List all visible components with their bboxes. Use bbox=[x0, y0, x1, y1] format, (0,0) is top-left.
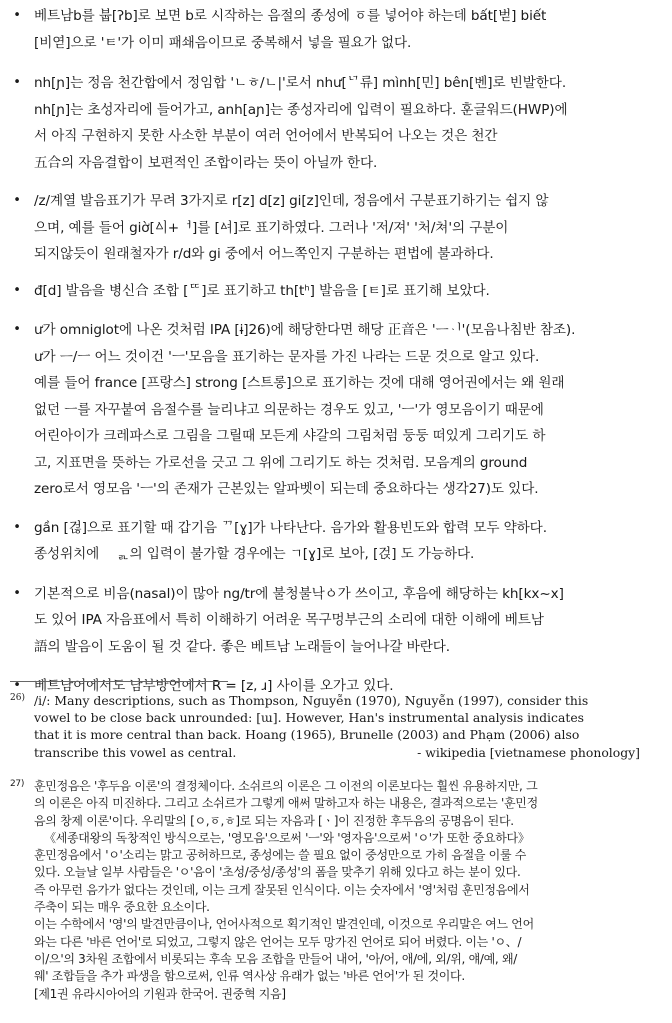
footnote-line: vowel to be close back unrounded: [ɯ]. However, Han's instrumental analysis indicates bbox=[34, 710, 585, 726]
bullet-item bbox=[10, 3, 666, 56]
bullet-dot-icon: • bbox=[13, 585, 21, 601]
bullet-dot-icon: • bbox=[13, 519, 21, 535]
footnote-source: - wikipedia [vietnamese phonology] bbox=[417, 744, 640, 760]
footnote-line: 주축이 되는 매우 중요한 요소이다. bbox=[34, 900, 210, 915]
bullet-dot-icon: • bbox=[13, 678, 21, 693]
bullet-item bbox=[10, 317, 666, 503]
bullet-dot-icon: • bbox=[13, 322, 21, 337]
footnote-line: 음의 창제 이론'이다. 우리말의 [ㅇ,ㆆ,ㅎ]로 되는 자음과 [ㆍ]이 진정한 후두음의 공명음이 된다. bbox=[34, 813, 514, 828]
bullet-line: 없던 ㅡ를 자꾸붙여 음절수를 늘리냐고 의문하는 경우도 있고, 'ㅡ'가 영모음이기 때문에 bbox=[34, 401, 544, 418]
footnote-line: 훈민정음에서 'ㅇ'소리는 맑고 공허하므로, 종성에는 쓸 필요 없이 중성만으로 가히 음절을 이룰 수 bbox=[34, 848, 527, 863]
footnote-body bbox=[34, 778, 666, 1003]
bullet-line: nh[ɲ]는 정음 천간합에서 정임합 'ㄴㅎ/ㄴ|'로서 như[ᄓ류] mình[민] bên[벤]로 빈발한다. bbox=[34, 75, 567, 91]
bullet-line: 기본적으로 비음(nasal)이 많아 ng/tr에 불청불낙ㆁ가 쓰이고, 후음에 해당하는 kh[kx~x] bbox=[34, 585, 564, 602]
bullet-dot-icon: • bbox=[13, 282, 21, 298]
bullet-line: 종성위치에 ᅟᇍ의 입력이 불가할 경우에는 ㄱ[ɣ]로 보아, [걵] 도 가능하다. bbox=[34, 546, 475, 562]
bullet-item bbox=[10, 515, 666, 568]
footnote-number: 26) bbox=[10, 693, 25, 703]
footnote-26 bbox=[10, 692, 666, 761]
footnote-line: 이는 수학에서 '영'의 발견만큼이나, 언어사적으로 획기적인 발견인데, 이것으로 우리말은 여느 언어 bbox=[34, 917, 534, 932]
footnote-body bbox=[34, 692, 666, 761]
bullet-line: zero로서 영모음 'ㅡ'의 존재가 근본있는 알파벳이 되는데 중요하다는 생각27)도 있다. bbox=[34, 481, 539, 497]
bullet-line: 五合의 자음결합이 보편적인 조합이라는 뜻이 아닐까 한다. bbox=[34, 154, 378, 171]
bullet-item bbox=[10, 581, 666, 661]
bullet-dot-icon: • bbox=[13, 193, 21, 208]
bullet-line: 서 아직 구현하지 못한 사소한 부분이 여러 언어에서 반복되어 나오는 것은 천간 bbox=[34, 128, 498, 144]
footnote-line: /i/: Many descriptions, such as Thompson, Nguyễn (1970), Nguyễn (1997), consider this bbox=[34, 693, 589, 708]
bullet-line: [비엳]으로 'ㅌ'가 이미 패쇄음이므로 중복해서 넣을 필요가 없다. bbox=[34, 34, 412, 51]
footnote-line: 의 이론은 아직 미진하다. 그리고 소쉬르가 그렇게 애써 말하고자 하는 내용은, 결과적으로는 '훈민정 bbox=[34, 796, 538, 811]
footnote-line: 있다. 오늘날 일부 사람들은 'ㅇ'음이 '초성/중성/종성'의 폼을 맞추기 위해 있다고 하는 분이 있다. bbox=[34, 865, 521, 880]
footnote-line: 훈민정음은 '후두음 이론'의 결정체이다. 소쉬르의 이론은 그 이전의 이론보다는 훨씬 유용하지만, 그 bbox=[34, 779, 538, 793]
bullet-dot-icon: • bbox=[13, 75, 21, 90]
bullet-line: 語의 발음이 도움이 될 것 같다. 좋은 베트남 노래들이 늘어나갈 바란다. bbox=[34, 638, 450, 655]
bullet-item bbox=[10, 188, 666, 268]
bullet-line: ư가 omniglot에 나온 것처럼 IPA [ɨ]26)에 해당한다면 해당 正音은 'ᅳᆡ'(모음나침반 참조). bbox=[34, 322, 576, 338]
footnote-line: 웨' 조합들을 추가 파생을 함으로써, 인류 역사상 유래가 없는 '바른 언어'가 된 것이다. bbox=[34, 969, 465, 984]
bullet-line: 베트남어에서도 남부방언에서 R = [z, ɹ] 사이를 오가고 있다. bbox=[34, 678, 394, 694]
footnote-line: transcribe this vowel as central. bbox=[34, 744, 237, 760]
bullet-line: 예를 들어 france [프랑스] strong [스트롱]으로 표기하는 것에 대해 영어권에서는 왜 원래 bbox=[34, 375, 565, 391]
bullet-line: 베트남b를 붑[ʔb]로 보면 b로 시작하는 음절의 종성에 ㆆ를 넣어야 하는데 bất[벋] biết bbox=[34, 8, 547, 24]
footnote-line: that it is more central than back. Hoang (1965), Brunelle (2003) and Phạm (2006) also bbox=[34, 727, 580, 743]
bullet-line: ư가 ᅳ/ㅡ 어느 것이건 'ㅡ'모음을 표기하는 문자를 가진 나라는 드문 것으로 알고 있다. bbox=[34, 348, 540, 365]
bullet-line: nh[ɲ]는 초성자리에 들어가고, anh[aɲ]는 종성자리에 입력이 필요하다. 훈글워드(HWP)에 bbox=[34, 101, 568, 118]
bullet-line: /z/계열 발음표기가 무려 3가지로 r[z] d[z] gi[z]인데, 정음에서 구분표기하기는 쉽지 않 bbox=[34, 193, 549, 209]
footnote-divider bbox=[10, 681, 228, 682]
bullet-list bbox=[10, 3, 666, 700]
footnote-line: 와는 다른 '바른 언어'로 되었고, 그렇지 않은 언어는 모두 망가진 언어로 되어 버렸다. 이는 'ㅇ、/ bbox=[34, 934, 522, 949]
bullet-item bbox=[10, 70, 666, 176]
bullet-line: gần [걶]으로 표기할 때 갑기음 ᄁ[ɣ]가 나타난다. 음가와 활용빈도와 합력 모두 약하다. bbox=[34, 519, 547, 536]
bullet-line: 어린아이가 크레파스로 그림을 그릴때 모든게 샤갈의 그림처럼 둥둥 떠있게 그리기도 하 bbox=[34, 428, 546, 444]
bullet-line: đ[d] 발음을 병신合 조합 [ᄄ]로 표기하고 th[tʰ] 발음을 [ㅌ]로 표기해 보았다. bbox=[34, 282, 490, 299]
footnote-27 bbox=[10, 778, 666, 1003]
footnote-line: 즉 아무런 음가가 없다는 것인데, 이는 크게 잘못된 인식이다. 이는 숫자에서 '영'처럼 훈민정음에서 bbox=[34, 882, 530, 897]
bullet-line: 되지않듯이 원래철자가 r/d와 gi 중에서 어느쪽인지 구분하는 편법에 불과하다. bbox=[34, 246, 494, 262]
footnote-line: 이/으'의 3차원 조합에서 비롯되는 후속 모음 조합을 만들어 내어, '아/어, 애/에, 외/위, 얘/예, 왜/ bbox=[34, 951, 517, 966]
bullet-dot-icon: • bbox=[13, 8, 21, 23]
bullet-line: 도 있어 IPA 자음표에서 특히 이해하기 어려운 목구멍부근의 소리에 대한 이해에 베트남 bbox=[34, 612, 544, 628]
bullet-line: 으며, 예를 들어 giờ[ᅀᅵ+ᅥ]를 [ᅀᅧ]로 표기하였다. 그러나 '저/져' '처/쳐'의 구분이 bbox=[34, 219, 509, 236]
bullet-line: 고, 지표면을 뜻하는 가로선을 긋고 그 위에 그리기도 하는 것처럼. 모음계의 ground bbox=[34, 454, 528, 471]
footnote-line: [제1권 유라시아어의 기원과 한국어. 권중혁 지음] bbox=[34, 986, 286, 1001]
footnote-line: 《세종대왕의 독창적인 방식으로는, '영모음'으로써 'ㅡ'와 '영자음'으로써 'ㅇ'가 또한 중요하다》 bbox=[44, 830, 530, 845]
bullet-item bbox=[10, 278, 666, 305]
footnote-number: 27) bbox=[10, 779, 25, 789]
